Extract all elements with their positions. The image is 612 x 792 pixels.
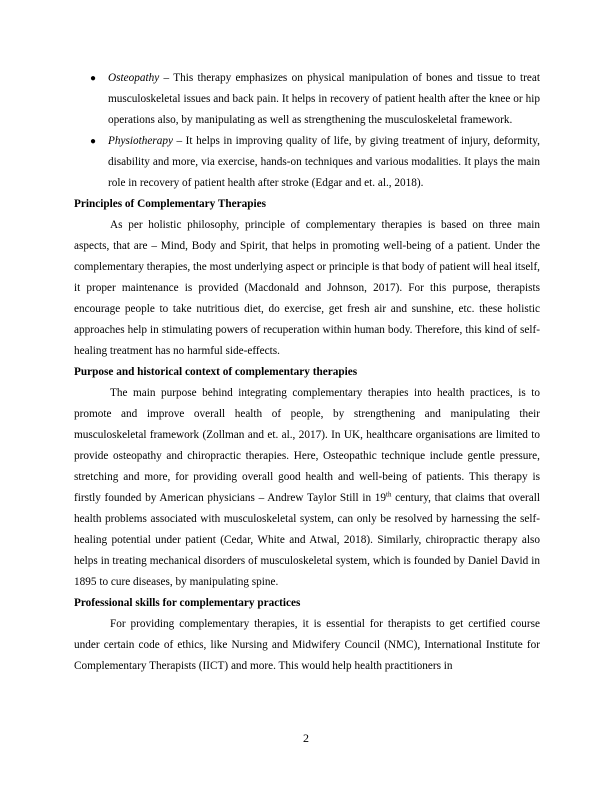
section-heading-skills: Professional skills for complementary practices (74, 597, 301, 609)
paragraph-text: century, that claims that overall health problems associated with musculoskeletal system, can only be resolved by harnessing the self-healing potential under patient (Cedar, White and Atwal, 2018). Similarly, chiropractic therapy also helps in treating mechanical disorders of musculoskeletal system, which is founded by Daniel David in 1895 to cure diseases, by manipulating spine. (74, 492, 540, 588)
bullet-item-physiotherapy (74, 131, 540, 194)
section-heading-principles: Principles of Complementary Therapies (74, 198, 266, 210)
section-paragraph-principles: As per holistic philosophy, principle of complementary therapies is based on three main aspects, that are – Mind, Body and Spirit, that helps in promoting well-being of a patient. Under the complementary therapies, the most underlying aspect or principle is that body of patient will heal itself, it proper maintenance is provided (Macdonald and Johnson, 2017). For this purpose, therapists encourage people to take nutritious diet, do exercise, get fresh air and sunshine, etc. these holistic approaches help in stimulating powers of recuperation within human body. Therefore, this kind of self-healing treatment has no harmful side-effects. (74, 219, 540, 357)
section-paragraph-purpose (74, 383, 540, 593)
superscript: th (386, 490, 392, 499)
paragraph-text: The main purpose behind integrating complementary therapies into health practices, is to promote and improve overall health of people, by strengthening and manipulating their musculoskeletal framework (Zollman and et. al., 2017). In UK, healthcare organisations are limited to provide osteopathy and chiropractic therapies. Here, Osteopathic technique include gentle pressure, stretching and more, for providing overall good health and well-being of patients. This therapy is firstly founded by American physicians – Andrew Taylor Still in 19 (74, 387, 540, 504)
bullet-icon: ● (90, 136, 97, 147)
section-paragraph-skills: For providing complementary therapies, it is essential for therapists to get certified course under certain code of ethics, like Nursing and Midwifery Council (NMC), International Institute for Complementary Therapists (IICT) and more. This would help health practitioners in (74, 618, 540, 672)
page-number: 2 (303, 731, 309, 745)
therapy-bullet-list (74, 68, 540, 194)
page-content (74, 68, 540, 677)
bullet-term: Osteopathy (108, 72, 160, 84)
bullet-text: – This therapy emphasizes on physical manipulation of bones and tissue to treat musculoskeletal issues and back pain. It helps in recovery of patient health after the knee or hip operations also, by manipulating as well as strengthening the musculoskeletal framework. (108, 72, 540, 126)
bullet-icon: ● (90, 73, 97, 84)
bullet-text: – It helps in improving quality of life, by giving treatment of injury, deformity, disability and more, via exercise, hands-on techniques and various modalities. It plays the main role in recovery of patient health after stroke (Edgar and et. al., 2018). (108, 135, 540, 189)
bullet-item-osteopathy (74, 68, 540, 131)
bullet-term: Physiotherapy (108, 135, 173, 147)
section-heading-purpose: Purpose and historical context of complementary therapies (74, 366, 358, 378)
